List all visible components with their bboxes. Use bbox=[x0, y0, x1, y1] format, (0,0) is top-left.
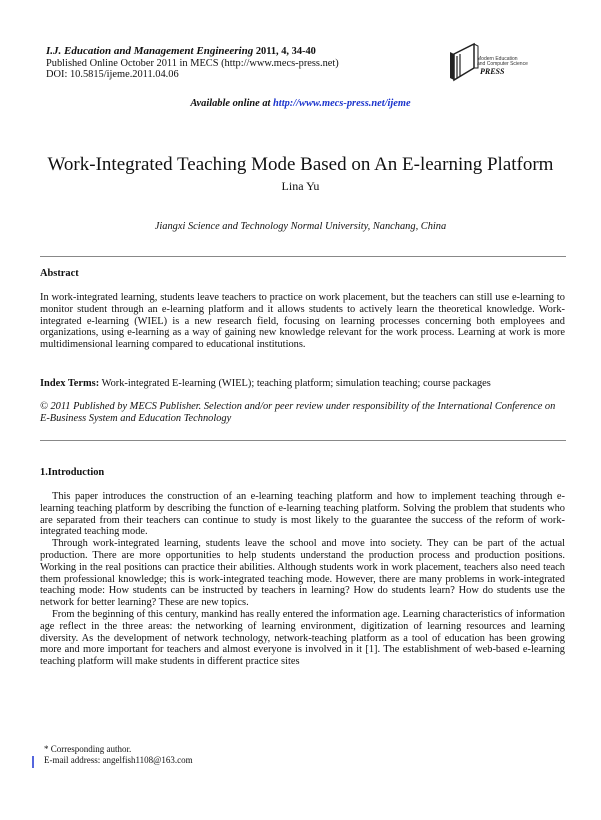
margin-marker bbox=[32, 756, 34, 768]
svg-text:Modern Education: Modern Education bbox=[477, 56, 518, 62]
index-terms-text: Work-integrated E-learning (WIEL); teaching platform; simulation teaching; course packages bbox=[99, 378, 491, 389]
index-terms-label: Index Terms: bbox=[40, 378, 100, 389]
published-line: Published Online October 2011 in MECS (http://www.mecs-press.net) bbox=[46, 57, 339, 69]
index-terms bbox=[40, 378, 565, 390]
paragraph: This paper introduces the construction of an e-learning teaching platform and how to implement teaching through e-learning teaching platform by describing the function of e-learning teaching platform. Solving the problem that students who are separated from their teachers can continue to study is most likely to the guarantee the success of the reform of work-integrated teaching mode. bbox=[40, 491, 565, 538]
publisher-logo bbox=[444, 38, 528, 80]
divider bbox=[40, 256, 566, 257]
journal-issue: 2011, 4, 34-40 bbox=[255, 46, 316, 57]
paper-title: Work-Integrated Teaching Mode Based on An E-learning Platform bbox=[47, 154, 554, 175]
affiliation: Jiangxi Science and Technology Normal University, Nanchang, China bbox=[154, 221, 447, 232]
journal-url-link[interactable]: http://www.mecs-press.net/ijeme bbox=[273, 98, 411, 109]
journal-header bbox=[46, 46, 339, 81]
divider bbox=[40, 440, 566, 441]
copyright: © 2011 Published by MECS Publisher. Selection and/or peer review under responsibility of the International Conference on E-Business System and Education Technology bbox=[40, 401, 556, 424]
paragraph: From the beginning of this century, mankind has really entered the information age. Learning characteristics of information age reflect in the three areas: the networking of learning environment, digitization of learning resources and learning diversity. As the development of network technology, network-teaching platform as a tool of education has been growing more and more important for teachers and almost everyone is involved in it [1]. The establishment of web-based e-learning teaching platform will make students in different practice sites bbox=[40, 608, 565, 668]
abstract-heading: Abstract bbox=[40, 268, 79, 279]
paragraph: Through work-integrated learning, students leave the school and move into society. They can be part of the actual production. There are more opportunities to help students understand the production process and production positions. Working in the real positions can practice their abilities. Although students work in work placement, teachers also need teach them professional knowledge; this is work-integrated teaching mode. However, there are many problems in work-integrated teaching mode: How students can be instructed by teachers in learning? How do students learn? How do students use the network for better learning? These are new topics. bbox=[40, 538, 565, 609]
available-online bbox=[0, 98, 601, 110]
svg-text:PRESS: PRESS bbox=[480, 67, 505, 76]
section-heading: 1.Introduction bbox=[40, 467, 105, 478]
intro-body bbox=[40, 491, 565, 668]
author: Lina Yu bbox=[281, 179, 320, 193]
corresponding-author: * Corresponding author. bbox=[44, 744, 132, 754]
svg-text:and Computer Science: and Computer Science bbox=[477, 61, 528, 67]
abstract-text: In work-integrated learning, students leave teachers to practice on work placement, but the teachers can still use e-learning to monitor student through an e-learning platform and it allows students to actively learn the theoretical knowledge. Work-integrated e-learning (WIEL) is a new research field, focusing on learning processes concerning both employees and organizations, using e-learning as a way of gaining new knowledge relevant for the work process. Learning at work is more multidimensional learning compared to educational institutions. bbox=[40, 292, 565, 351]
footnote bbox=[44, 744, 193, 766]
doi: DOI: 10.5815/ijeme.2011.04.06 bbox=[46, 69, 179, 81]
email-address[interactable]: E-mail address: angelfish1108@163.com bbox=[44, 755, 193, 765]
available-label: Available online at bbox=[190, 98, 271, 109]
journal-name: I.J. Education and Management Engineering bbox=[46, 45, 254, 57]
